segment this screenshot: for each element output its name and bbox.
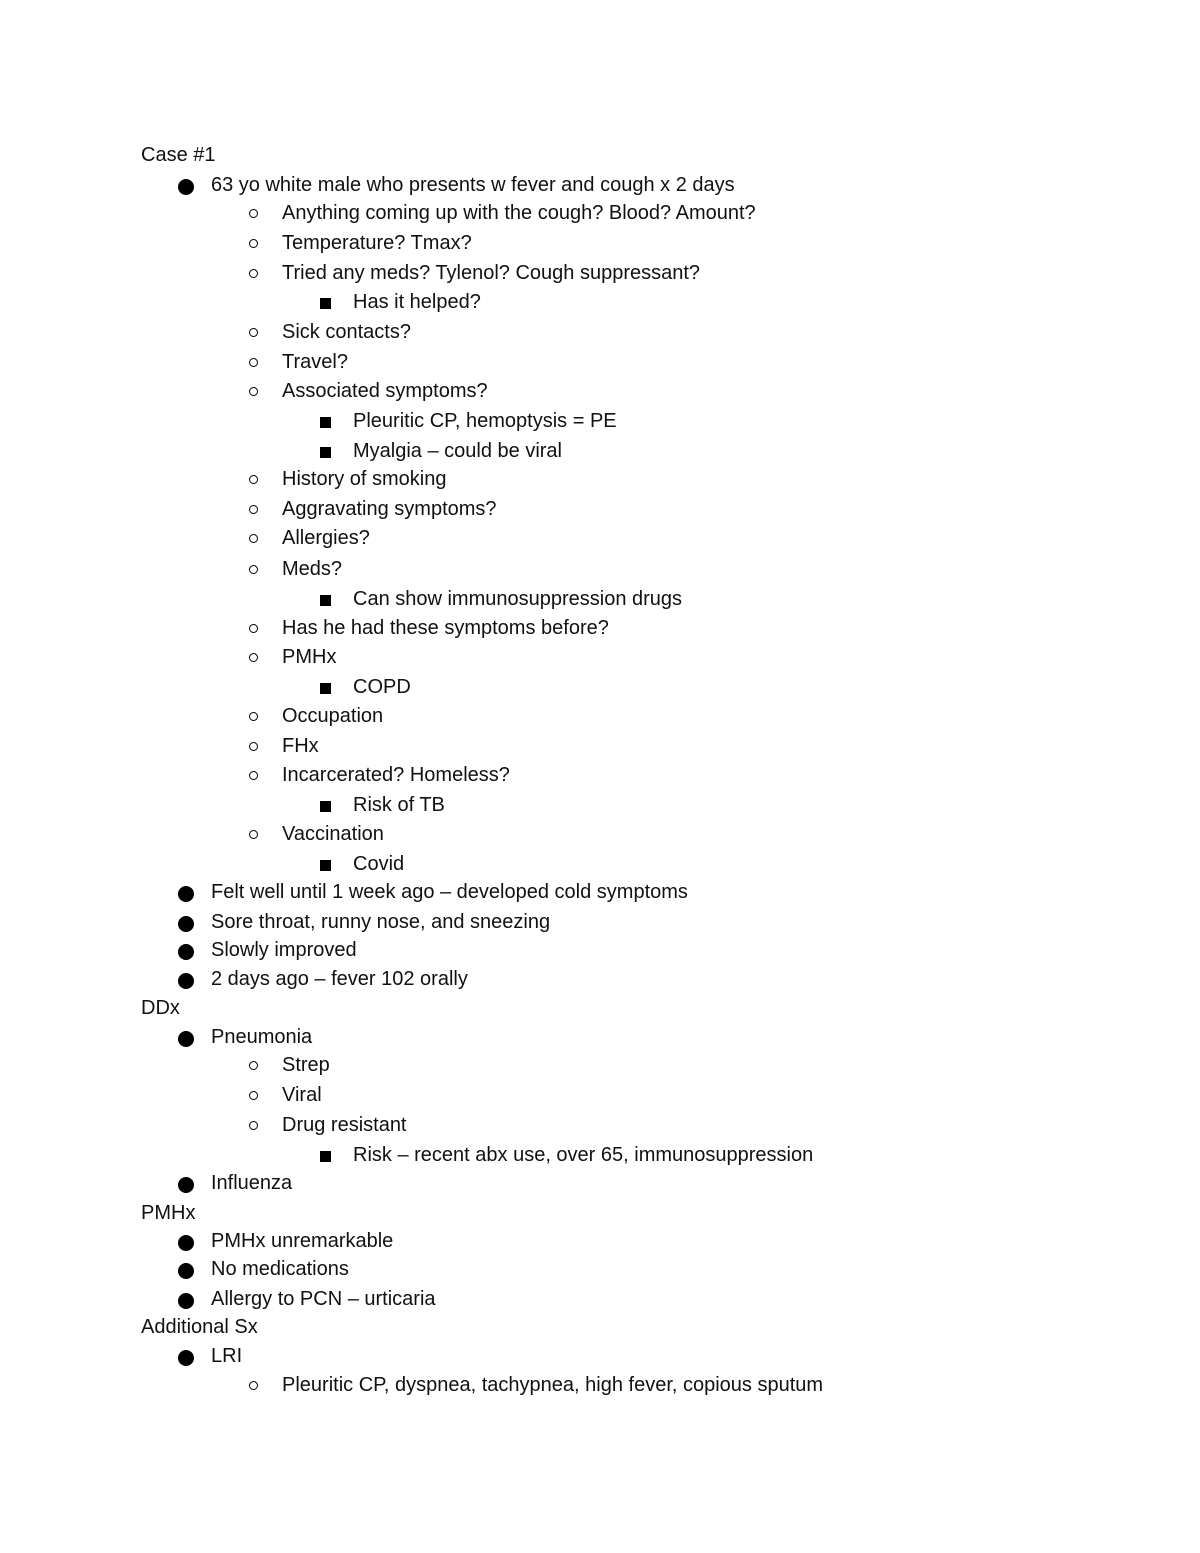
bullet-disc-icon [178, 1235, 194, 1251]
bullet-square-icon [320, 417, 331, 428]
line-text: Anything coming up with the cough? Blood? Amount? [282, 202, 756, 224]
bullet-circle-icon [249, 1061, 258, 1070]
bullet-disc-icon [178, 1031, 194, 1047]
bullet-circle-icon [249, 712, 258, 721]
line-text: Temperature? Tmax? [282, 232, 472, 254]
bullet-circle-icon [249, 565, 258, 574]
bullet-circle-icon [249, 505, 258, 514]
line-text: Pneumonia [211, 1026, 313, 1048]
line-text: Pleuritic CP, hemoptysis = PE [353, 410, 617, 432]
bullet-disc-icon [178, 1293, 194, 1309]
bullet-circle-icon [249, 328, 258, 337]
bullet-circle-icon [249, 358, 258, 367]
line-text: Covid [353, 853, 405, 875]
line-text: Myalgia – could be viral [353, 440, 562, 462]
line-text: Meds? [282, 558, 343, 580]
line-text: Risk of TB [353, 794, 445, 816]
bullet-disc-icon [178, 1350, 194, 1366]
bullet-disc-icon [178, 886, 194, 902]
bullet-circle-icon [249, 239, 258, 248]
section-heading [141, 1313, 258, 1342]
bullet-circle-icon [249, 534, 258, 543]
line-text: Associated symptoms? [282, 380, 488, 402]
line-text: Pleuritic CP, dyspnea, tachypnea, high fever, copious sputum [282, 1374, 824, 1396]
line-text: No medications [211, 1258, 349, 1280]
line-text: Can show immunosuppression drugs [353, 588, 683, 610]
bullet-square-icon [320, 1151, 331, 1162]
line-text: FHx [282, 735, 319, 757]
line-text: Felt well until 1 week ago – developed cold symptoms [211, 881, 688, 903]
line-text: Incarcerated? Homeless? [282, 764, 510, 786]
line-text: Strep [282, 1054, 330, 1076]
section-heading [141, 141, 216, 170]
line-text: COPD [353, 676, 411, 698]
line-text: Additional Sx [141, 1316, 258, 1338]
line-text: 63 yo white male who presents w fever and cough x 2 days [211, 174, 735, 196]
section-heading [141, 1199, 195, 1228]
bullet-circle-icon [249, 1091, 258, 1100]
bullet-circle-icon [249, 1121, 258, 1130]
bullet-disc-icon [178, 179, 194, 195]
line-text: 2 days ago – fever 102 orally [211, 968, 468, 990]
bullet-disc-icon [178, 916, 194, 932]
bullet-circle-icon [249, 269, 258, 278]
bullet-disc-icon [178, 1177, 194, 1193]
bullet-circle-icon [249, 475, 258, 484]
line-text: Tried any meds? Tylenol? Cough suppressant? [282, 262, 701, 284]
line-text: Vaccination [282, 823, 384, 845]
line-text: Influenza [211, 1172, 293, 1194]
bullet-square-icon [320, 595, 331, 606]
line-text: Aggravating symptoms? [282, 498, 497, 520]
line-text: PMHx [141, 1202, 196, 1224]
bullet-disc-icon [178, 944, 194, 960]
line-text: PMHx [282, 646, 337, 668]
bullet-circle-icon [249, 1381, 258, 1390]
line-text: Drug resistant [282, 1114, 407, 1136]
bullet-square-icon [320, 447, 331, 458]
line-text: Has it helped? [353, 291, 481, 313]
line-text: Travel? [282, 351, 348, 373]
bullet-square-icon [320, 298, 331, 309]
line-text: PMHx unremarkable [211, 1230, 394, 1252]
line-text: Case #1 [141, 144, 216, 166]
bullet-disc-icon [178, 973, 194, 989]
line-text: Allergies? [282, 527, 370, 549]
line-text: LRI [211, 1345, 243, 1367]
bullet-circle-icon [249, 771, 258, 780]
bullet-square-icon [320, 801, 331, 812]
bullet-circle-icon [249, 742, 258, 751]
line-text: Allergy to PCN – urticaria [211, 1288, 436, 1310]
bullet-square-icon [320, 860, 331, 871]
bullet-square-icon [320, 683, 331, 694]
bullet-circle-icon [249, 624, 258, 633]
line-text: History of smoking [282, 468, 447, 490]
line-text: DDx [141, 997, 180, 1019]
line-text: Sick contacts? [282, 321, 411, 343]
line-text: Sore throat, runny nose, and sneezing [211, 911, 551, 933]
line-text: Slowly improved [211, 939, 357, 961]
bullet-circle-icon [249, 830, 258, 839]
bullet-disc-icon [178, 1263, 194, 1279]
section-heading [141, 994, 180, 1023]
line-text: Occupation [282, 705, 384, 727]
bullet-circle-icon [249, 387, 258, 396]
bullet-circle-icon [249, 653, 258, 662]
bullet-circle-icon [249, 209, 258, 218]
line-text: Viral [282, 1084, 322, 1106]
line-text: Has he had these symptoms before? [282, 617, 609, 639]
line-text: Risk – recent abx use, over 65, immunosuppression [353, 1144, 814, 1166]
